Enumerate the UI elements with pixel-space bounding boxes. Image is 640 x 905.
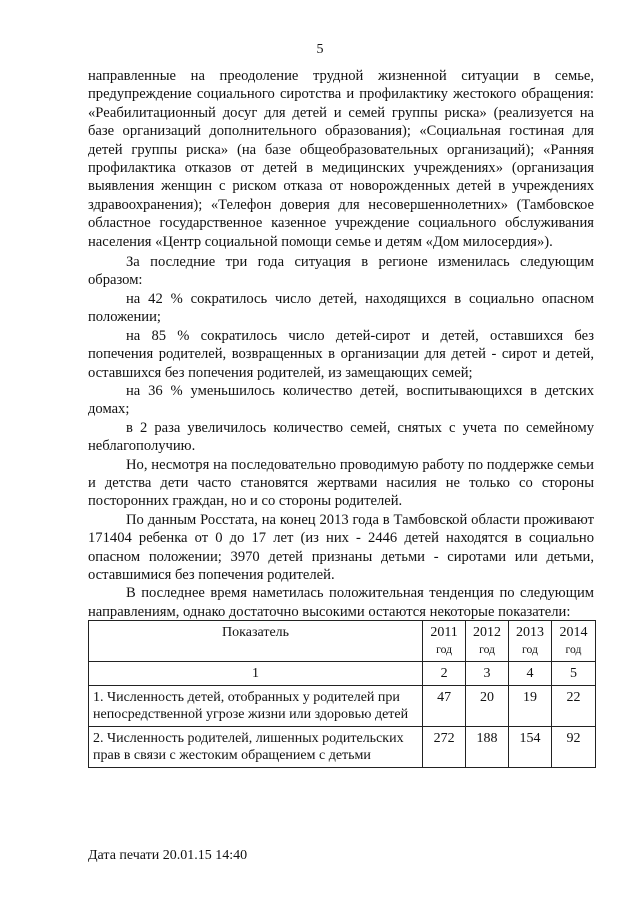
paragraph: на 42 % сократилось число детей, находящихся в социально опасном положении; [88,290,594,326]
row-label: 2. Численность родителей, лишенных родительских прав в связи с жестоким обращением с детьми [89,727,423,768]
header-year: 2011 год [423,621,466,662]
paragraph: на 36 % уменьшилось количество детей, воспитывающихся в детских домах; [88,382,594,418]
header-year: 2012 год [466,621,509,662]
table-cell: 19 [509,686,552,727]
table-cell: 47 [423,686,466,727]
paragraph: За последние три года ситуация в регионе изменилась следующим образом: [88,254,594,289]
table-cell: 2 [423,662,466,686]
table-cell: 5 [552,662,596,686]
table-cell: 20 [466,686,509,727]
paragraph: в 2 раза увеличилось количество семей, снятых с учета по семейному неблагополучию. [88,419,594,455]
table-cell: 4 [509,662,552,686]
header-indicator: Показатель [89,621,423,662]
table-cell: 188 [466,727,509,768]
paragraph: По данным Росстата, на конец 2013 года в Тамбовской области проживают 171404 ребенка от 0 до 17 лет (из них - 2446 детей находятся в социально опасном положении; 3970 детей признаны детьми - сиротами или детьми, оставшимися без попечения родителей. [88,511,594,583]
paragraph: направленные на преодоление трудной жизненной ситуации в семье, предупреждение социального сиротства и профилактику жестокого обращения: «Реабилитационный досуг для детей и семей группы риска» (реализуется на базе организаций дополнительного образования); «Социальная гостиная для детей группы риска» (на базе общеобразовательных организаций); «Ранняя профилактика отказов от детей в медицинских учреждениях» (организация выявления женщин с риском отказа от новорожденных детей в учреждениях здравоохранения); «Телефон доверия для несовершеннолетних» (Тамбовское областное государственное казенное учреждение социального обслуживания населения «Центр социальной помощи семье и детям «Дом милосердия»). [88,68,594,250]
body-text [88,67,594,621]
table-cell: 154 [509,727,552,768]
table-numbering-row [89,662,596,686]
table-cell: 272 [423,727,466,768]
paragraph: В последнее время наметилась положительная тенденция по следующим направлениям, однако достаточно высокими остаются некоторые показатели: [88,585,594,620]
row-label: 1. Численность детей, отобранных у родителей при непосредственной угрозе жизни или здоровью детей [89,686,423,727]
table-cell: 22 [552,686,596,727]
print-date: Дата печати 20.01.15 14:40 [88,848,248,863]
table-header-row [89,621,596,662]
table-row [89,727,596,768]
table-cell: 1 [89,662,423,686]
page-number: 5 [316,42,324,57]
table-cell: 92 [552,727,596,768]
table-row [89,686,596,727]
paragraph: Но, несмотря на последовательно проводимую работу по поддержке семьи и детства дети часто становятся жертвами насилия не только со стороны посторонних граждан, но и со стороны родителей. [88,456,594,510]
table-cell: 3 [466,662,509,686]
indicators-table [88,620,596,768]
paragraph: на 85 % сократилось число детей-сирот и детей, оставшихся без попечения родителей, возвращенных в организации для детей - сирот и детей, оставшихся без попечения родителей, из замещающих семей; [88,327,594,381]
header-year: 2013 год [509,621,552,662]
header-year: 2014 год [552,621,596,662]
